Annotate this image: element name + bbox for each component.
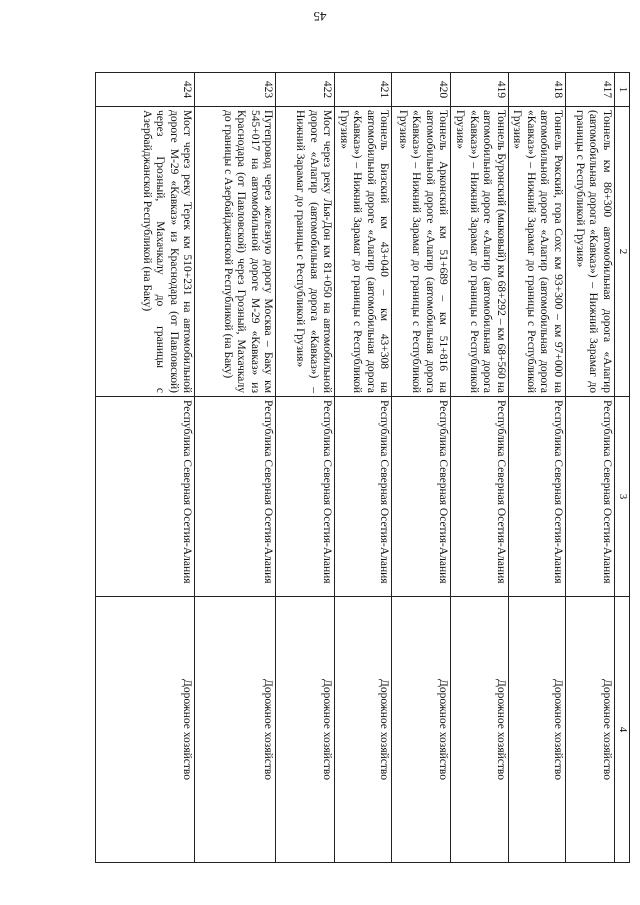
table-row — [451, 73, 508, 863]
object-region: Республика Северная Осетия-Алания — [392, 397, 451, 597]
object-region: Республика Северная Осетия-Алания — [508, 397, 565, 597]
header-row — [615, 73, 630, 863]
page-number: 45 — [313, 9, 327, 24]
object-region: Республика Северная Осетия-Алания — [96, 397, 195, 597]
object-description: Тоннель Рокский, гора Сохс км 93+300 – км 97+000 на автомобильной дороге «Алагир (автомобильная дорога «Кавказ») – Нижний Зарамаг до границы с Республикой Грузия» — [508, 107, 565, 397]
object-region: Республика Северная Осетия-Алания — [335, 397, 392, 597]
object-region: Республика Северная Осетия-Алания — [566, 397, 615, 597]
row-number: 423 — [195, 73, 276, 107]
col-header-2: 2 — [615, 107, 630, 397]
object-description: Тоннель Буронский (мыковый) км 68+292 – км 68+560 на автомобильной дороге «Алагир (автомобильная дорога «Кавказ») – Нижний Зарамаг до границы с Республикой Грузия» — [451, 107, 508, 397]
object-category: Дорожное хозяйство — [392, 597, 451, 863]
object-description: Тоннель км 86+300 автомобильная дорога «Алагир (автомобильная дорога «Кавказ») – Нижний Зарамаг до границы с Республикой Грузия» — [566, 107, 615, 397]
objects-table — [95, 72, 630, 863]
object-region: Республика Северная Осетия-Алания — [276, 397, 335, 597]
table-row — [96, 73, 195, 863]
object-description: Тоннель Бизский км 43+040 – км 43+308 на автомобильной дороге «Алагир (автомобильная дорога «Кавказ») – Нижний Зарамаг до границы с Республикой Грузия» — [335, 107, 392, 397]
row-number: 418 — [508, 73, 565, 107]
object-region: Республика Северная Осетия-Алания — [195, 397, 276, 597]
table-row — [195, 73, 276, 863]
object-description: Мост через реку Терек км 510+231 на автомобильной дороге М-29 «Кавказ» из Краснодара (от Павловской) через Грозный, Махачкалу до границы с Азербайджанской Республикой (на Баку) — [96, 107, 195, 397]
row-number: 420 — [392, 73, 451, 107]
object-category: Дорожное хозяйство — [335, 597, 392, 863]
object-category: Дорожное хозяйство — [508, 597, 565, 863]
object-category: Дорожное хозяйство — [451, 597, 508, 863]
table-container — [52, 72, 630, 862]
object-category: Дорожное хозяйство — [566, 597, 615, 863]
table-row — [508, 73, 565, 863]
table-row — [566, 73, 615, 863]
table-row — [392, 73, 451, 863]
table-row — [276, 73, 335, 863]
object-category: Дорожное хозяйство — [96, 597, 195, 863]
col-header-3: 3 — [615, 397, 630, 597]
table-row — [335, 73, 392, 863]
row-number: 419 — [451, 73, 508, 107]
col-header-1: 1 — [615, 73, 630, 107]
object-category: Дорожное хозяйство — [195, 597, 276, 863]
object-description: Мост через реку Лья-Дон км 81+050 на автомобильной дороге «Алагир (автомобильная дорога «Кавказ») – Нижний Зарамаг до границы с Республикой Грузия» — [276, 107, 335, 397]
object-description: Путепровод через железную дорогу Москва – Баку км 545+017 на автомобильной дороге М-29 «Кавказ» из Краснодара (от Павловской) через Грозный, Махачкалу до границы с Азербайджанской Республикой (на Баку) — [195, 107, 276, 397]
row-number: 422 — [276, 73, 335, 107]
object-description: Тоннель Арконский км 51+689 – км 51+816 на автомобильной дороге «Алагир (автомобильная дорога «Кавказ») – Нижний Зарамаг до границы с Республикой Грузия» — [392, 107, 451, 397]
row-number: 417 — [566, 73, 615, 107]
col-header-4: 4 — [615, 597, 630, 863]
object-region: Республика Северная Осетия-Алания — [451, 397, 508, 597]
row-number: 421 — [335, 73, 392, 107]
object-category: Дорожное хозяйство — [276, 597, 335, 863]
row-number: 424 — [96, 73, 195, 107]
